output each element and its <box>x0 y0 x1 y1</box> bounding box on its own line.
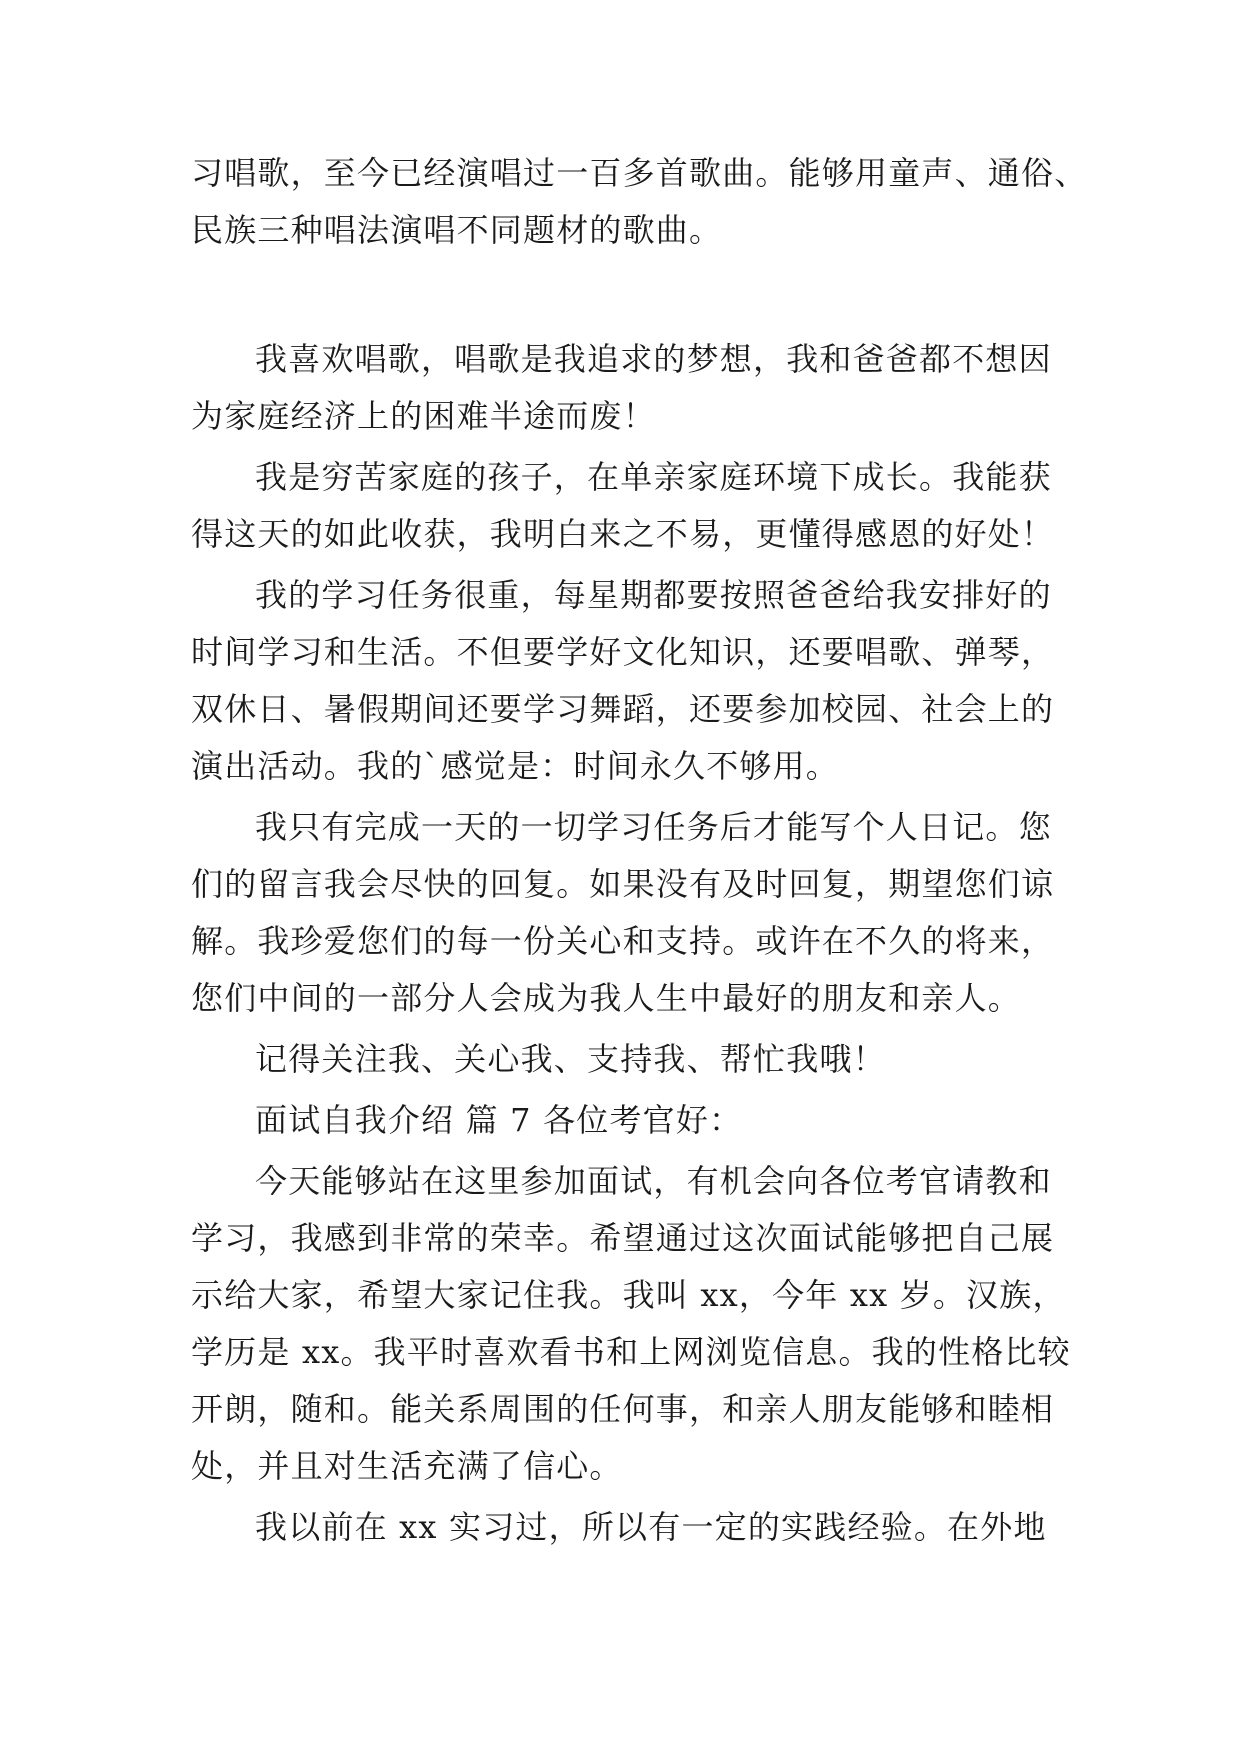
text-line: 处，并且对生活充满了信心。 <box>191 1447 623 1485</box>
text-line: 演出活动。我的`感觉是：时间永久不够用。 <box>191 747 840 785</box>
text-line: 示给大家，希望大家记住我。我叫 xx，今年 xx 岁。汉族， <box>191 1276 1066 1314</box>
text-line: 我以前在 xx 实习过，所以有一定的实践经验。在外地 <box>255 1508 1047 1546</box>
text-line: 您们中间的一部分人会成为我人生中最好的朋友和亲人。 <box>191 979 1022 1017</box>
text-line: 我是穷苦家庭的孩子，在单亲家庭环境下成长。我能获 <box>255 458 1052 496</box>
text-line: 今天能够站在这里参加面试，有机会向各位考官请教和 <box>255 1162 1052 1200</box>
section-heading: 面试自我介绍 篇 7 各位考官好： <box>255 1101 743 1139</box>
text-line: 得这天的如此收获，我明白来之不易，更懂得感恩的好处！ <box>191 515 1055 553</box>
text-line: 记得关注我、关心我、支持我、帮忙我哦！ <box>255 1040 886 1078</box>
text-line: 开朗，随和。能关系周围的任何事，和亲人朋友能够和睦相 <box>191 1390 1055 1428</box>
text-line: 学习，我感到非常的荣幸。希望通过这次面试能够把自己展 <box>191 1219 1055 1257</box>
text-line: 我喜欢唱歌，唱歌是我追求的梦想，我和爸爸都不想因 <box>255 340 1052 378</box>
text-line: 民族三种唱法演唱不同题材的歌曲。 <box>191 211 723 249</box>
text-line: 习唱歌，至今已经演唱过一百多首歌曲。能够用童声、通俗、 <box>191 154 1088 192</box>
text-line: 我只有完成一天的一切学习任务后才能写个人日记。您 <box>255 808 1052 846</box>
text-line: 为家庭经济上的困难半途而废！ <box>191 397 656 435</box>
text-line: 们的留言我会尽快的回复。如果没有及时回复，期望您们谅 <box>191 865 1055 903</box>
text-line: 学历是 xx。我平时喜欢看书和上网浏览信息。我的性格比较 <box>191 1333 1071 1371</box>
text-line: 双休日、暑假期间还要学习舞蹈，还要参加校园、社会上的 <box>191 690 1055 728</box>
text-line: 解。我珍爱您们的每一份关心和支持。或许在不久的将来， <box>191 922 1055 960</box>
text-line: 时间学习和生活。不但要学好文化知识，还要唱歌、弹琴， <box>191 633 1055 671</box>
text-line: 我的学习任务很重，每星期都要按照爸爸给我安排好的 <box>255 576 1052 614</box>
